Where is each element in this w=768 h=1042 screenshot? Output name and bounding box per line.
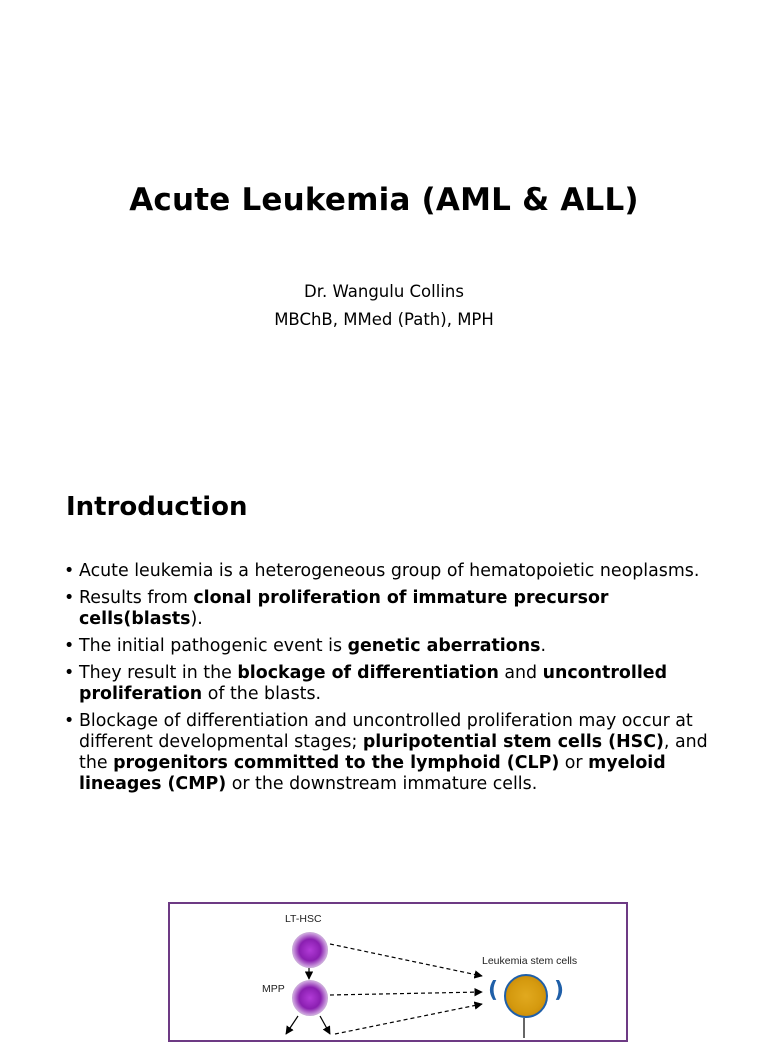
bullet-bold-text: blockage of differentiation [237,663,499,683]
label-lt-hsc: LT-HSC [285,913,322,925]
arrow-lower-to-lsc [335,1004,482,1034]
arrow-mpp-right-branch [320,1016,330,1034]
bullet-text: The initial pathogenic event is [79,636,348,656]
bullet-text: They result in the [79,663,238,683]
introduction-heading: Introduction [66,492,248,522]
bullet-dot-icon: • [64,663,75,683]
intro-bullet-5 [62,711,712,795]
mpp-cell [292,980,328,1016]
bullet-bold-text: pluripotential stem cells (HSC) [362,732,664,752]
intro-bullet-1 [62,561,712,582]
bullet-text: and [498,663,543,683]
bullet-text: Results from [79,588,194,608]
self-renewal-left-arrow-icon: ( [488,978,499,1003]
bullet-bold-text: uncontrolled proliferation [79,663,668,704]
intro-bullet-3 [62,636,712,657]
leukemia-stem-cell [504,974,548,1018]
arrow-lt-hsc-to-lsc [330,944,482,976]
arrow-mpp-to-lsc [330,992,482,995]
bullet-text: Acute leukemia is a heterogeneous group of hematopoietic neoplasms. [79,561,700,581]
bullet-dot-icon: • [64,636,75,656]
hematopoiesis-figure [168,902,628,1042]
bullet-bold-text: myeloid lineages (CMP) [79,753,666,794]
document-title: Acute Leukemia (AML & ALL) [129,182,639,218]
arrow-mpp-left-branch [286,1016,298,1034]
lt-hsc-cell [292,932,328,968]
bullet-bold-text: clonal proliferation of immature precursor cells(blasts [79,588,609,629]
bullet-bold-text: genetic aberrations [347,636,541,656]
bullet-text: , and the [79,732,708,773]
author-credentials: MBChB, MMed (Path), MPH [274,310,494,329]
bullet-text: . [540,636,546,656]
label-mpp: MPP [262,983,285,995]
author-name: Dr. Wangulu Collins [304,282,464,301]
bullet-dot-icon: • [64,588,75,608]
figure-arrows [170,904,626,1040]
bullet-text: ). [190,609,203,629]
bullet-text: or [559,753,589,773]
intro-bullet-2 [62,588,712,630]
intro-bullet-4 [62,663,712,705]
bullet-text: Blockage of differentiation and uncontrolled proliferation may occur at different developmental stages; [79,711,693,752]
bullet-dot-icon: • [64,561,75,581]
introduction-bullet-list [62,561,712,801]
label-leukemia-stem-cells: Leukemia stem cells [482,955,578,967]
self-renewal-right-arrow-icon: ) [554,978,565,1003]
bullet-text: of the blasts. [202,684,322,704]
bullet-text: or the downstream immature cells. [226,774,538,794]
bullet-dot-icon: • [64,711,75,731]
bullet-bold-text: progenitors committed to the lymphoid (CLP) [113,753,560,773]
